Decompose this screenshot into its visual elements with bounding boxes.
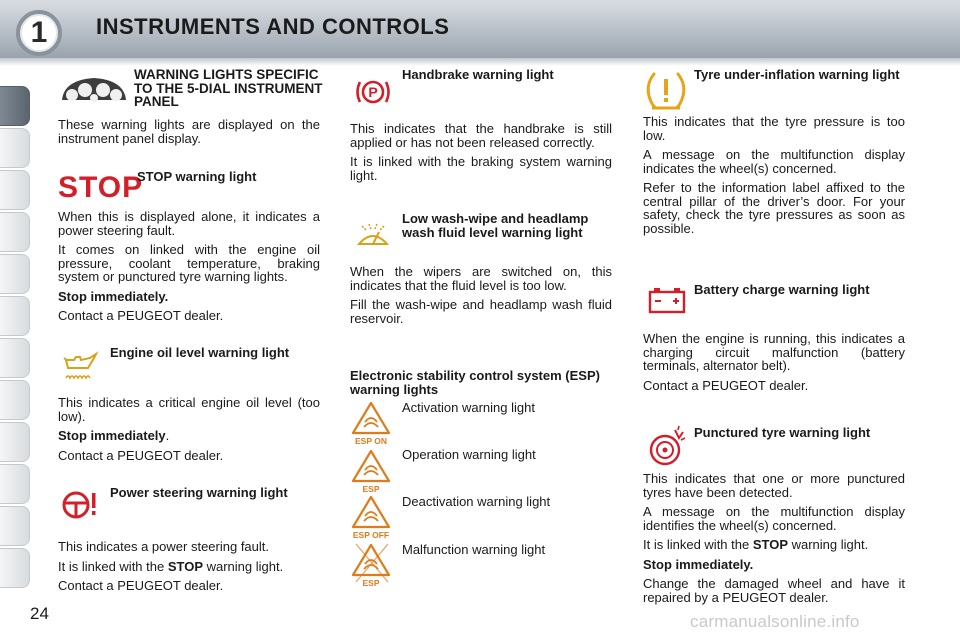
battery-p2: Contact a PEUGEOT dealer. [643, 377, 809, 393]
esp-malfunction-icon [350, 542, 392, 588]
steering-p2-bold: STOP [167, 558, 203, 574]
battery-text [643, 332, 905, 398]
puncture-p3-bold: STOP [752, 537, 788, 552]
stop-p2: It comes on linked with the engine oil pressure, coolant temperature, braking system or punctured tyre warning lights. [58, 242, 320, 284]
page-title: INSTRUMENTS AND CONTROLS [96, 14, 450, 39]
esp-on-icon-text: ESP ON [355, 436, 387, 446]
watermark: carmanualsonline.info [690, 612, 860, 631]
steering-wheel-icon [60, 488, 100, 522]
esp-malfunction-icon-text: ESP [362, 578, 380, 588]
intro-heading: WARNING LIGHTS SPECIFIC TO THE 5-DIAL INSTRUMENT PANEL [134, 67, 323, 109]
intro-paragraph: These warning lights are displayed on the instrument panel display. [58, 117, 320, 146]
oil-p2-bold: Stop immediately [58, 428, 166, 443]
puncture-text [643, 472, 905, 610]
washer-fluid-icon [354, 218, 392, 252]
puncture-p5: Change the damaged wheel and have it repaired by a PEUGEOT dealer. [643, 576, 905, 605]
steering-text [58, 540, 320, 599]
handbrake-heading: Handbrake warning light [402, 67, 554, 82]
puncture-p1: This indicates that one or more punctured tyres have been detected. [643, 471, 905, 500]
steering-p2 [58, 560, 320, 574]
steering-p2-end: warning light. [203, 558, 284, 574]
washer-text [350, 265, 612, 331]
washer-p1: When the wipers are switched on, this indicates that the fluid level is too low. [350, 264, 612, 293]
side-tab-4[interactable] [0, 212, 30, 252]
tyre-pressure-text [643, 115, 905, 241]
tyre-pressure-icon [644, 70, 688, 112]
washer-p2: Fill the wash-wipe and headlamp wash fluid reservoir. [350, 297, 612, 326]
handbrake-icon [352, 74, 394, 110]
esp-malfunction-label: Malfunction warning light [402, 542, 546, 557]
battery-heading: Battery charge warning light [694, 282, 870, 297]
puncture-p3-start: It is linked with the [643, 537, 753, 552]
handbrake-p2: It is linked with the braking system warning light. [350, 154, 612, 183]
stop-text [58, 210, 320, 329]
esp-heading: Electronic stability control system (ESP) warning lights [350, 368, 600, 397]
puncture-heading: Punctured tyre warning light [694, 425, 871, 440]
oil-p3: Contact a PEUGEOT dealer. [58, 447, 224, 463]
puncture-p4: Stop immediately. [643, 556, 754, 572]
stop-p3: Stop immediately. [58, 288, 169, 304]
esp-operation-label: Operation warning light [402, 447, 536, 462]
oil-text [58, 396, 320, 468]
side-tab-6[interactable] [0, 296, 30, 336]
intro-text [58, 118, 320, 151]
tyre-pressure-p2: A message on the multifunction display indicates the wheel(s) concerned. [643, 147, 905, 176]
handbrake-text [350, 122, 612, 188]
tyre-pressure-heading: Tyre under-inflation warning light [694, 67, 900, 82]
side-tab-2[interactable] [0, 128, 30, 168]
puncture-p3 [643, 538, 905, 552]
chapter-number: 1 [16, 10, 62, 56]
steering-p1: This indicates a power steering fault. [58, 539, 269, 554]
side-tab-1[interactable] [0, 86, 30, 126]
side-tab-7[interactable] [0, 338, 30, 378]
side-tab-12[interactable] [0, 548, 30, 588]
header-shadow [0, 58, 960, 66]
puncture-p3-end: warning light. [788, 537, 869, 552]
side-tab-5[interactable] [0, 254, 30, 294]
esp-deactivation-label: Deactivation warning light [402, 494, 551, 509]
stop-icon-text: STOP [58, 171, 144, 204]
oil-p1: This indicates a critical engine oil level (too low). [58, 395, 320, 424]
steering-p2-start: It is linked with the [58, 558, 168, 574]
side-tab-3[interactable] [0, 170, 30, 210]
side-tab-8[interactable] [0, 380, 30, 420]
tyre-pressure-p3: Refer to the information label affixed to the central pillar of the driver’s door. For your safety, check the tyre pressures as soon as possible. [643, 180, 905, 236]
puncture-p2: A message on the multifunction display identifies the wheel(s) concerned. [643, 504, 905, 533]
battery-p1: When the engine is running, this indicates a charging circuit malfunction (battery terminals, alternator belt). [643, 331, 905, 373]
steering-heading: Power steering warning light [110, 485, 288, 500]
oil-heading: Engine oil level warning light [110, 345, 290, 360]
esp-off-icon-text: ESP OFF [352, 530, 390, 540]
stop-icon [58, 171, 144, 204]
oil-p2-end: . [165, 428, 170, 443]
steering-p3: Contact a PEUGEOT dealer. [58, 578, 224, 593]
side-tab-11[interactable] [0, 506, 30, 546]
stop-p1: When this is displayed alone, it indicates a power steering fault. [58, 209, 320, 238]
page-number: 24 [30, 604, 49, 623]
esp-activation-label: Activation warning light [402, 400, 535, 415]
side-tab-10[interactable] [0, 464, 30, 504]
stop-p4: Contact a PEUGEOT dealer. [58, 308, 224, 323]
handbrake-p1: This indicates that the handbrake is still applied or has not been released correctly. [350, 121, 612, 150]
oil-p2 [58, 429, 320, 443]
stop-heading: STOP warning light [137, 169, 257, 184]
punctured-tyre-icon [645, 424, 689, 468]
esp-on-icon [350, 400, 392, 446]
battery-icon [646, 284, 688, 316]
oil-can-icon [60, 344, 100, 384]
esp-operation-icon-text: ESP [362, 484, 380, 494]
esp-operation-icon [350, 448, 392, 494]
svg-text:P: P [368, 84, 378, 100]
washer-heading: Low wash-wipe and headlamp wash fluid level warning light [402, 211, 589, 240]
side-tab-9[interactable] [0, 422, 30, 462]
tyre-pressure-p1: This indicates that the tyre pressure is too low. [643, 114, 905, 143]
esp-off-icon [350, 494, 392, 540]
instrument-panel-icon [58, 74, 130, 106]
